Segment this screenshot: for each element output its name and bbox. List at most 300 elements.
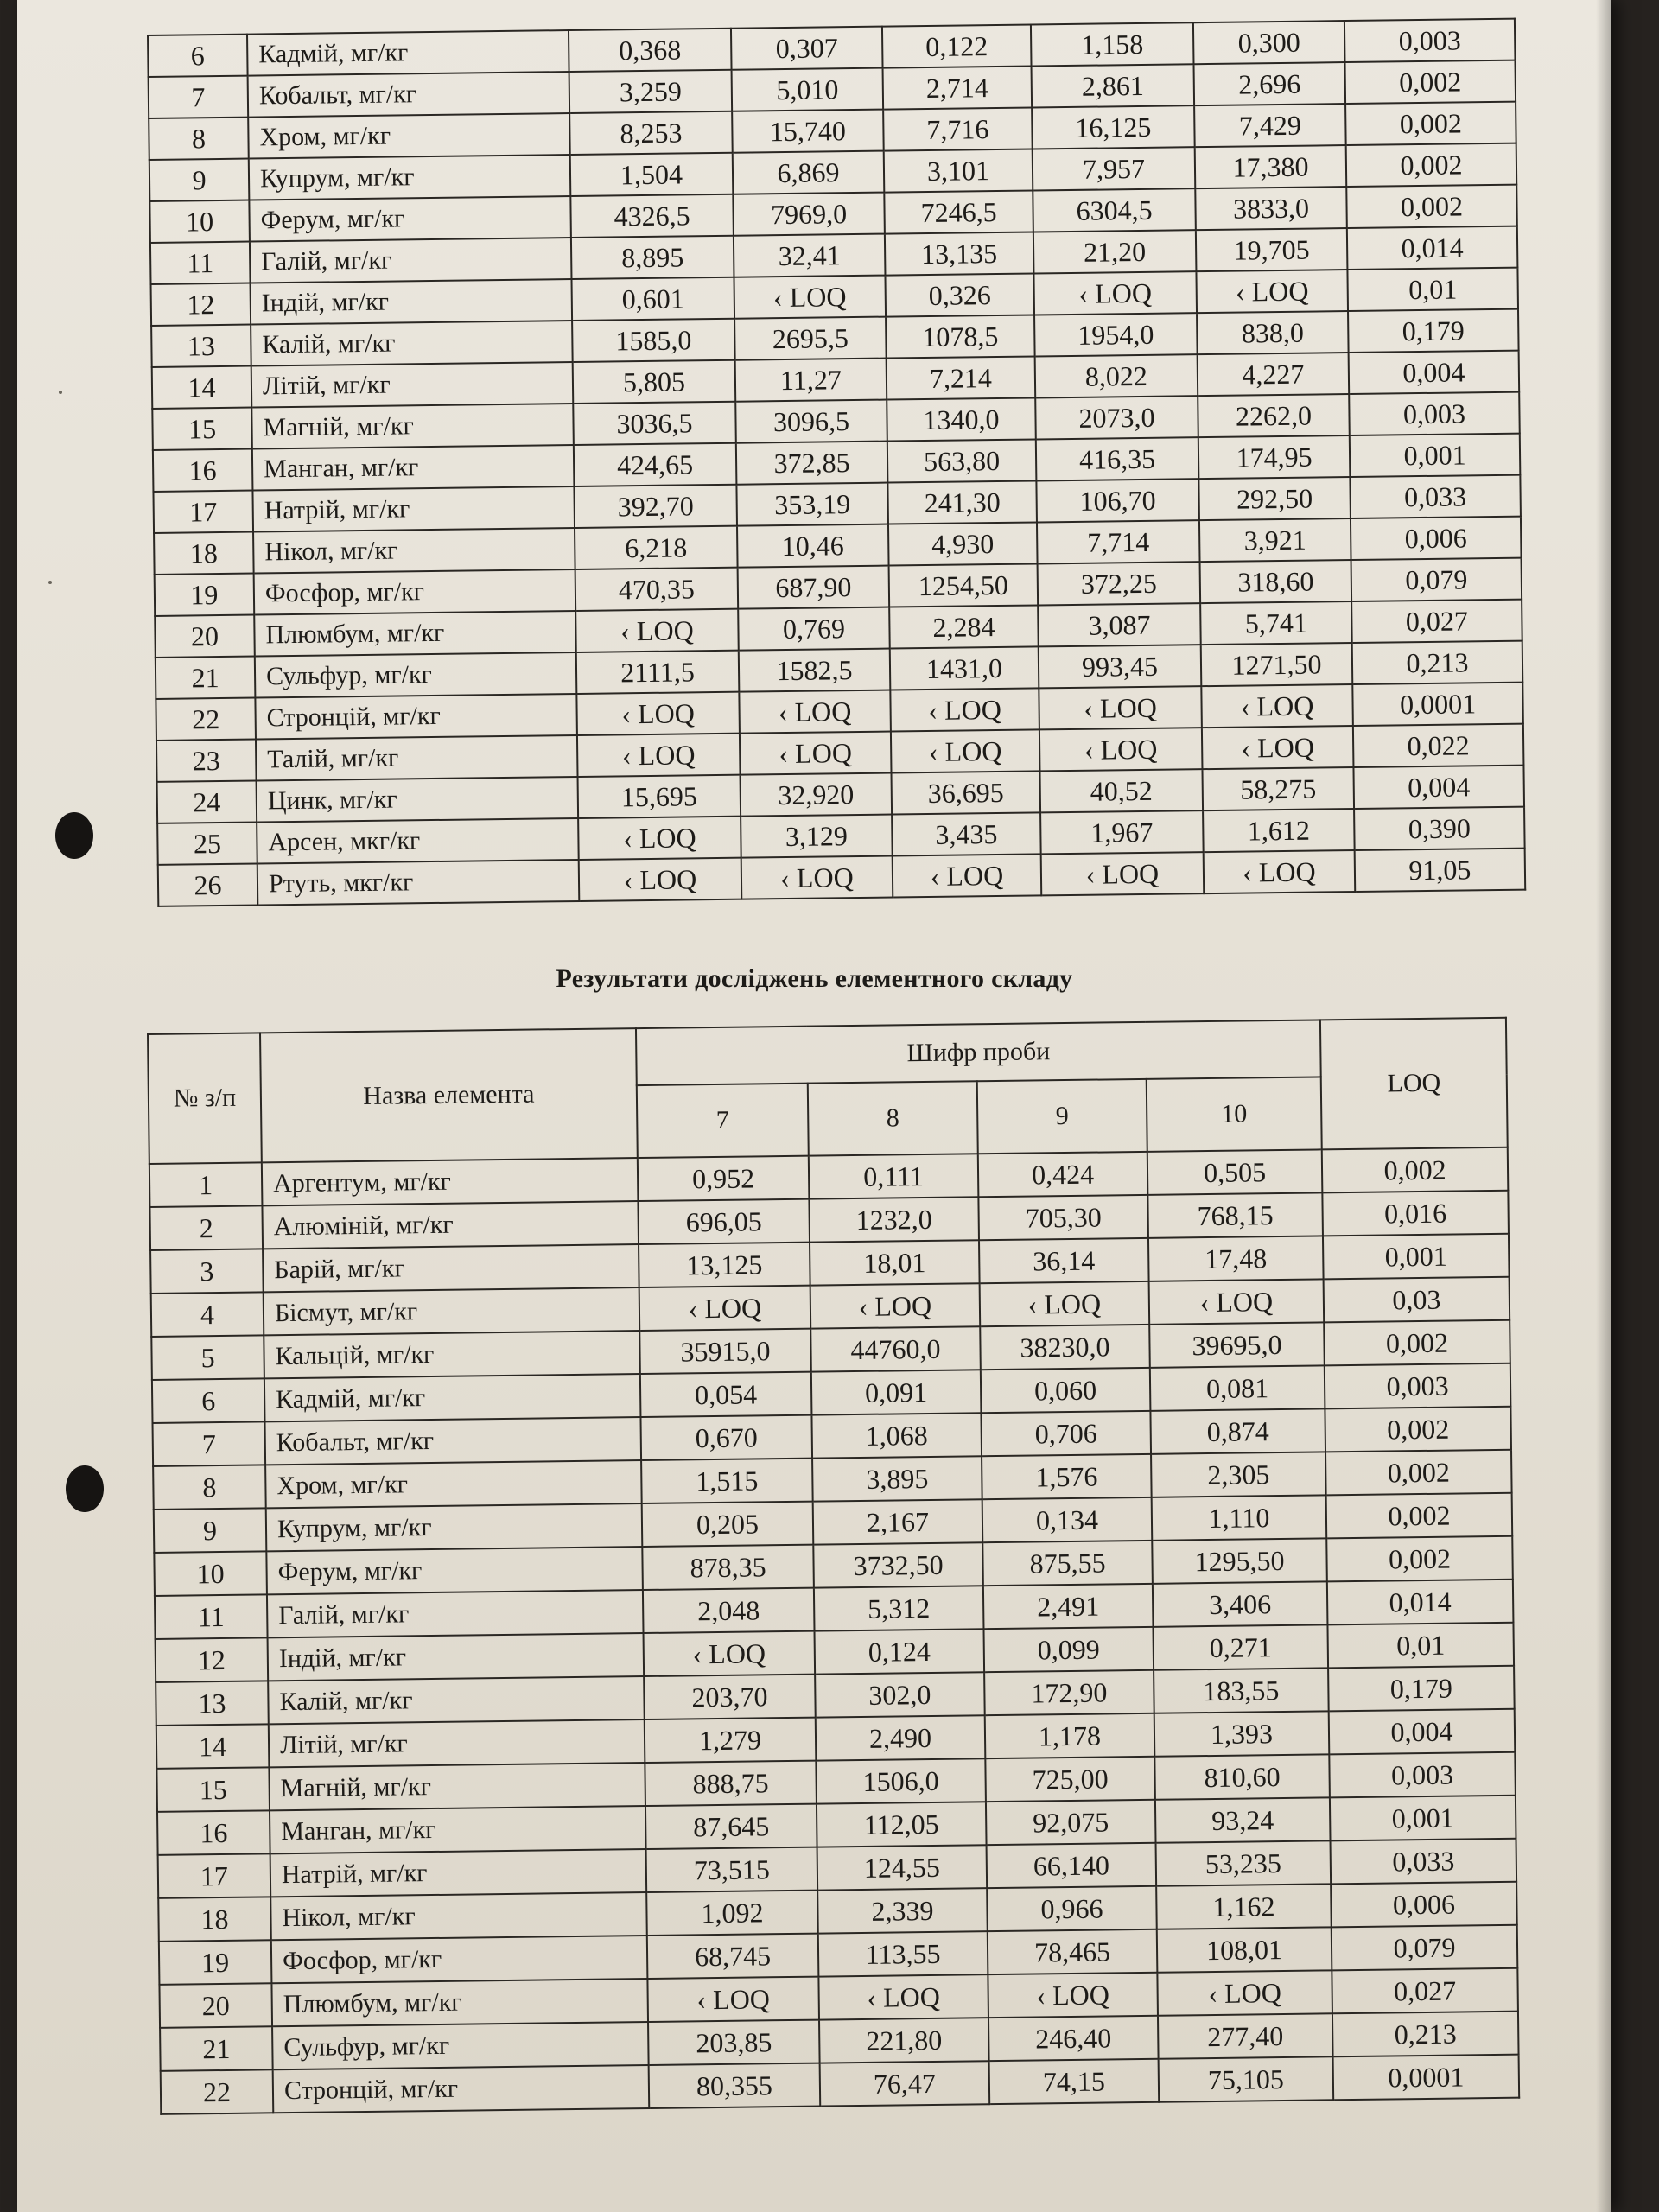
row-number: 15 [152,408,252,450]
sample-value: 44760,0 [810,1326,981,1371]
row-number: 18 [154,532,254,575]
sample-value: 2,167 [813,1499,983,1544]
row-number: 10 [149,200,250,243]
sample-value: 74,15 [989,2059,1160,2104]
sample-value: 6,218 [575,526,738,569]
sample-value: ‹ LOQ [579,858,742,901]
sample-value: 696,05 [638,1199,810,1244]
row-number: 20 [159,1983,272,2028]
sample-value: 11,27 [735,359,887,402]
sample-value: 1271,50 [1201,643,1353,686]
sample-value: 0,122 [882,25,1032,68]
sample-value: 15,695 [578,775,741,818]
sample-value: 2,490 [816,1715,986,1760]
loq-value: 91,05 [1355,849,1526,892]
header-sample-code: Шифр проби [636,1020,1321,1085]
sample-value: 1,158 [1031,22,1194,66]
loq-value: 0,002 [1326,1536,1513,1582]
sample-value: 563,80 [887,439,1037,482]
sample-value: 5,312 [814,1586,984,1630]
sample-value: 3,087 [1038,603,1201,646]
sample-value: 2,491 [983,1584,1154,1629]
sample-value: 1295,50 [1152,1538,1327,1583]
loq-value: 0,213 [1352,641,1523,684]
sample-value: 5,010 [732,68,884,111]
sample-value: 4,930 [888,522,1038,565]
row-number: 26 [158,864,258,906]
element-name: Манган, мг/кг [252,445,575,491]
sample-value: 7,429 [1194,104,1346,147]
sample-value: 183,55 [1154,1668,1329,1713]
sample-value: 0,769 [738,607,890,651]
loq-value: 0,014 [1347,226,1518,270]
element-name: Індій, мг/кг [251,279,573,325]
sample-value: 3,921 [1199,518,1351,562]
page-edge-shadow [1596,0,1611,2212]
sample-value: ‹ LOQ [1204,850,1356,893]
loq-value: 0,079 [1351,558,1522,601]
element-name: Кадмій, мг/кг [264,1374,641,1421]
sample-value: 58,275 [1202,767,1354,810]
row-number: 8 [149,118,249,160]
sample-value: 93,24 [1155,1797,1331,1842]
sample-value: ‹ LOQ [893,854,1042,897]
loq-value: 0,002 [1324,1320,1510,1366]
sample-value: 15,740 [732,110,884,153]
sample-value: 1954,0 [1034,313,1198,356]
sample-value: 1,162 [1156,1884,1332,1929]
element-name: Купрум, мг/кг [249,155,571,200]
element-name: Ртуть, мкг/кг [257,860,580,906]
loq-value: 0,003 [1349,392,1520,435]
row-number: 14 [152,366,252,409]
row-number: 14 [156,1724,270,1769]
row-number: 11 [155,1594,268,1639]
loq-value: 0,022 [1353,724,1524,767]
element-name: Магній, мг/кг [269,1763,645,1810]
row-number: 6 [148,35,248,77]
sample-value: 1,504 [570,153,734,196]
row-number: 10 [154,1551,267,1596]
sample-value: 174,95 [1198,435,1351,479]
loq-value: 0,002 [1325,1450,1512,1496]
sample-value: 7969,0 [733,193,885,236]
row-number: 22 [156,698,256,741]
element-name: Стронцій, мг/кг [255,694,577,740]
sample-value: 416,35 [1036,437,1199,480]
row-number: 19 [159,1940,272,1985]
sample-value: 39695,0 [1149,1322,1325,1367]
sample-value: 470,35 [575,568,739,611]
sample-value: 0,952 [638,1156,810,1201]
sample-value: ‹ LOQ [1149,1279,1325,1324]
sample-value: ‹ LOQ [578,817,741,860]
sample-value: 0,054 [640,1372,812,1417]
results-table-top [147,18,1526,907]
sample-value: 353,19 [736,483,888,526]
sample-value: 7,716 [883,107,1033,150]
sample-value: 0,124 [815,1629,985,1674]
sample-value: 3732,50 [813,1542,983,1587]
sample-value: 1254,50 [889,563,1039,607]
sample-value: ‹ LOQ [1157,1970,1332,2015]
row-number: 7 [149,76,249,118]
sample-value: 0,368 [569,29,732,72]
row-number: 17 [153,491,253,533]
sample-value: 392,70 [574,485,737,528]
element-name: Плюмбум, мг/кг [254,611,576,657]
sample-value: 424,65 [574,443,737,486]
sample-value: 302,0 [815,1672,985,1717]
loq-value: 0,002 [1346,143,1517,187]
sample-value: 768,15 [1147,1192,1323,1237]
sample-value: 0,271 [1153,1624,1328,1669]
sample-value: 1,279 [645,1718,817,1763]
element-name: Нікол, мг/кг [253,528,575,574]
sample-value: ‹ LOQ [810,1283,981,1328]
sample-value: ‹ LOQ [1039,728,1203,771]
sample-value: ‹ LOQ [576,692,740,735]
row-number: 19 [155,574,255,616]
sample-value: 18,01 [810,1240,980,1285]
sample-value: 277,40 [1158,2013,1333,2058]
sample-value: 2,696 [1194,62,1346,105]
sample-value: 1,576 [982,1454,1152,1499]
sample-value: ‹ LOQ [741,856,893,899]
loq-value: 0,002 [1325,1407,1511,1452]
sample-value: 35915,0 [639,1329,811,1374]
sample-value: 68,745 [647,1934,819,1979]
sample-value: ‹ LOQ [734,276,886,319]
sample-value: 0,307 [731,27,883,70]
sample-value: 203,70 [644,1675,816,1719]
element-name: Манган, мг/кг [270,1806,646,1853]
sample-value: 0,134 [982,1497,1153,1542]
element-name: Бісмут, мг/кг [264,1287,640,1335]
sample-value: 1078,5 [886,315,1035,358]
sample-value: 113,55 [818,1931,988,1976]
sample-value: 87,645 [645,1804,817,1849]
row-number: 9 [149,159,250,201]
row-number: 4 [151,1292,264,1337]
sample-value: 1,393 [1154,1711,1330,1756]
sample-value: 1340,0 [887,397,1036,441]
element-name: Літій, мг/кг [269,1719,645,1767]
sample-value: 172,90 [984,1670,1154,1715]
sample-value: 0,060 [981,1368,1151,1413]
row-number: 7 [153,1421,266,1466]
sample-value: 21,20 [1033,230,1197,273]
element-name: Сульфур, мг/кг [272,2022,649,2069]
loq-value: 0,0001 [1333,2055,1520,2101]
sample-value: 0,601 [571,277,734,321]
sample-value: 124,55 [817,1845,988,1890]
sample-value: 0,081 [1150,1365,1325,1410]
sample-value: 3,129 [741,815,893,858]
sample-value: 36,695 [892,771,1041,814]
row-number: 3 [150,1249,264,1294]
loq-value: 0,002 [1344,60,1516,104]
sample-value: 878,35 [642,1545,814,1590]
row-number: 17 [158,1853,271,1898]
loq-value: 0,002 [1322,1147,1509,1193]
loq-value: 0,01 [1327,1623,1514,1669]
sample-value: 40,52 [1039,769,1203,812]
sample-value: 106,70 [1036,479,1199,522]
sample-value: 7,957 [1033,147,1196,190]
sample-value: ‹ LOQ [1041,852,1205,895]
document-page [17,0,1611,2212]
paper-speck [48,581,52,584]
punch-hole [66,1465,104,1512]
sample-value: 1232,0 [809,1197,979,1242]
element-name: Талій, мг/кг [256,735,578,781]
sample-value: 1,068 [811,1413,982,1458]
sample-value: ‹ LOQ [639,1286,811,1331]
sample-value: 3,406 [1153,1581,1328,1626]
loq-value: 0,390 [1354,807,1525,850]
sample-value: 13,135 [885,232,1034,275]
sample-value: 3036,5 [573,402,736,445]
element-name: Кадмій, мг/кг [247,30,569,76]
sample-value: 7,214 [887,356,1036,399]
row-number: 16 [157,1810,270,1855]
sample-value: ‹ LOQ [1033,271,1197,315]
sample-value: 0,706 [981,1411,1151,1456]
row-number: 24 [157,781,257,823]
element-name: Цинк, мг/кг [257,777,579,823]
sample-value: 993,45 [1039,645,1202,688]
loq-value: 0,004 [1329,1709,1516,1755]
sample-value: 875,55 [982,1541,1153,1586]
sample-value: 5,805 [573,360,736,404]
sample-value: 8,022 [1035,354,1198,397]
element-name: Алюміній, мг/кг [262,1201,639,1249]
sample-value: 3,435 [892,812,1041,855]
sample-value: 246,40 [988,2016,1159,2061]
loq-value: 0,003 [1329,1752,1516,1798]
header-number: № з/п [148,1033,262,1164]
results-table-bottom [147,1017,1520,2115]
row-number: 18 [158,1897,271,1942]
sample-value: 6304,5 [1033,188,1196,232]
sample-value: 1,092 [646,1891,818,1936]
sample-value: 1582,5 [739,649,891,692]
sample-value: 725,00 [985,1757,1155,1802]
sample-value: 1,612 [1203,809,1355,852]
sample-value: 1431,0 [890,646,1039,690]
sample-value: 3,895 [812,1456,982,1501]
sample-value: 1,178 [985,1713,1155,1758]
sample-value: 13,125 [639,1243,810,1287]
sample-value: 241,30 [887,480,1037,524]
sample-value: ‹ LOQ [818,1974,988,2019]
loq-value: 0,079 [1332,1925,1518,1971]
element-name: Галій, мг/кг [250,238,572,283]
element-name: Калій, мг/кг [268,1676,645,1724]
loq-value: 0,002 [1326,1493,1513,1539]
sample-value: 2,714 [883,66,1033,109]
sample-value: 3,259 [569,70,733,113]
loq-value: 0,001 [1350,434,1521,477]
element-name: Літій, мг/кг [251,362,574,408]
loq-value: 0,033 [1331,1839,1517,1885]
sample-value: 17,48 [1148,1236,1324,1281]
section-title: Результати досліджень елементного складу [556,964,1073,993]
sample-value: 1585,0 [572,319,735,362]
row-number: 22 [161,2069,274,2114]
sample-value: 0,505 [1147,1149,1323,1194]
element-name: Натрій, мг/кг [252,486,575,532]
element-name: Ферум, мг/кг [249,196,571,242]
loq-value: 0,03 [1324,1277,1510,1323]
sample-value: ‹ LOQ [644,1631,816,1676]
sample-value: 19,705 [1196,228,1348,271]
sample-value: 6,869 [733,151,885,194]
sample-value: 0,300 [1193,21,1345,64]
sample-value: 810,60 [1154,1754,1330,1799]
sample-value: 36,14 [979,1238,1149,1283]
element-name: Магній, мг/кг [251,404,574,449]
sample-value: ‹ LOQ [890,688,1039,731]
row-number: 8 [153,1465,266,1510]
sample-value: ‹ LOQ [1202,726,1354,769]
element-name: Арсен, мкг/кг [257,818,579,864]
loq-value: 0,0001 [1352,683,1523,726]
sample-value: 2,048 [643,1588,815,1633]
sample-value: ‹ LOQ [647,1977,819,2022]
row-number: 12 [151,283,251,326]
loq-value: 0,014 [1327,1580,1514,1625]
row-number: 21 [160,2026,273,2071]
loq-value: 0,002 [1346,185,1517,228]
row-number: 2 [149,1205,263,1250]
sample-value: 78,465 [988,1929,1158,1974]
sample-value: 1,967 [1040,810,1204,854]
element-name: Нікол, мг/кг [270,1892,647,1940]
sample-value: 32,41 [734,234,886,277]
sample-value: 38230,0 [980,1325,1150,1370]
sample-value: 0,091 [811,1370,982,1414]
sample-value: ‹ LOQ [891,729,1040,772]
element-name: Стронцій, мг/кг [273,2065,650,2113]
sample-value: ‹ LOQ [577,734,741,777]
loq-value: 0,002 [1345,102,1516,145]
sample-value: 1506,0 [816,1758,986,1803]
loq-value: 0,027 [1351,600,1522,643]
row-number: 6 [152,1378,265,1423]
loq-value: 0,001 [1330,1796,1516,1841]
sample-value: 372,25 [1038,562,1201,605]
paper-speck [59,391,62,394]
loq-value: 0,006 [1351,517,1522,560]
sample-value: 53,235 [1156,1840,1332,1885]
sample-value: 318,60 [1200,560,1352,603]
sample-value: 76,47 [820,2061,990,2106]
element-name: Хром, мг/кг [248,113,570,159]
sample-value: 203,85 [648,2020,820,2065]
sample-value: ‹ LOQ [1201,684,1353,728]
sample-value: 32,920 [741,773,893,817]
sample-value: 2,339 [817,1888,988,1933]
element-name: Хром, мг/кг [265,1460,642,1508]
row-number: 13 [151,325,251,367]
sample-value: 0,424 [978,1152,1148,1197]
header-loq: LOQ [1320,1018,1508,1150]
loq-value: 0,179 [1328,1666,1515,1712]
sample-value: 5,741 [1200,601,1352,645]
sample-value: 2695,5 [734,317,887,360]
element-name: Калій, мг/кг [251,321,573,366]
loq-value: 0,01 [1347,268,1518,311]
element-name: Натрій, мг/кг [270,1849,647,1897]
sample-value: 2,284 [889,605,1039,648]
row-number: 13 [156,1681,269,1726]
header-sample: 7 [637,1084,809,1158]
header-sample: 8 [808,1081,978,1155]
sample-value: 4,227 [1198,353,1350,396]
sample-value: 8,253 [569,111,733,155]
sample-value: 66,140 [987,1843,1157,1888]
sample-value: 8,895 [571,236,734,279]
element-name: Фосфор, мг/кг [254,569,576,615]
sample-value: 2,861 [1032,64,1195,107]
sample-value: 705,30 [978,1195,1148,1240]
loq-value: 0,027 [1332,1968,1518,2014]
sample-value: 838,0 [1197,311,1349,354]
sample-value: 3096,5 [735,400,887,443]
loq-value: 0,213 [1332,2012,1519,2057]
header-sample: 10 [1147,1077,1322,1151]
sample-value: 92,075 [986,1800,1156,1845]
element-name: Аргентум, мг/кг [262,1158,639,1205]
sample-value: 75,105 [1159,2056,1334,2101]
element-name: Галій, мг/кг [267,1590,644,1637]
sample-value: 0,205 [642,1502,814,1547]
sample-value: ‹ LOQ [1196,270,1348,313]
sample-value: 687,90 [738,566,890,609]
row-number: 5 [151,1335,264,1380]
sample-value: 888,75 [645,1761,817,1806]
sample-value: ‹ LOQ [980,1281,1150,1326]
element-name: Кобальт, мг/кг [248,72,570,118]
element-name: Індій, мг/кг [268,1633,645,1681]
row-number: 20 [155,615,255,658]
sample-value: 1,110 [1152,1495,1327,1540]
element-name: Купрум, мг/кг [266,1503,643,1551]
loq-value: 0,033 [1350,475,1521,518]
row-number: 21 [156,657,256,699]
sample-value: 108,01 [1157,1927,1332,1972]
row-number: 12 [156,1637,269,1682]
sample-value: 0,326 [885,273,1034,316]
sample-value: 0,670 [640,1415,812,1460]
sample-value: 3,101 [884,149,1033,192]
loq-value: 0,001 [1323,1234,1510,1280]
sample-value: ‹ LOQ [740,732,892,775]
loq-value: 0,004 [1349,351,1520,394]
sample-value: 4326,5 [570,194,734,238]
loq-value: 0,003 [1344,19,1516,62]
sample-value: 17,380 [1195,145,1347,188]
element-name: Ферум, мг/кг [266,1547,643,1594]
sample-value: ‹ LOQ [1039,686,1202,729]
sample-value: ‹ LOQ [739,690,891,734]
loq-value: 0,004 [1353,766,1524,809]
sample-value: 2,305 [1151,1452,1326,1497]
header-sample: 9 [977,1079,1147,1154]
element-name: Кобальт, мг/кг [265,1417,642,1465]
